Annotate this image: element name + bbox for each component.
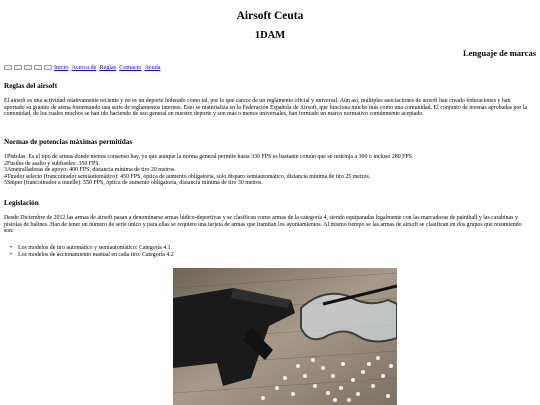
nav-button-5[interactable] — [44, 65, 52, 70]
pistol-goggles-image — [173, 268, 397, 405]
list-item: 5Sniper (francotirador a muelle): 550 FPS, óptica de aumento obligatoria, distancia mínima de tiro 30 metros. — [4, 180, 263, 187]
nav-button-1[interactable] — [4, 65, 12, 70]
list-item: 2Fusiles de asalto y subfusiles: 350 FPS. — [4, 160, 101, 167]
reglas-heading: Reglas del airsoft — [4, 82, 58, 90]
course-title: 1DAM — [254, 30, 286, 41]
list-item: • Los modelos de accionamiento manual en cada tiro: Categoría 4.2 — [4, 252, 532, 259]
list-item: 3Ametralladoras de apoyo: 400 FPS, distancia mínima de tiro 20 metros. — [4, 167, 176, 174]
subject-label: Lenguaje de marcas — [462, 48, 536, 58]
nav-button-3[interactable] — [24, 65, 32, 70]
list-item: 1Pistolas: Es el tipo de armas donde menos consenso hay, ya que aunque la norma general permite hasta 330 FPS es bastante común que se restrinja a 300 o incluso 280 FPS. — [4, 154, 414, 160]
list-item: 4Tirador selecto (francotirador semiautomático): 450 FPS, óptica de aumento obligatoria, solo disparo semiautomático, distancia mínima de tiro 25 metros. — [4, 173, 371, 180]
potencias-heading: Normas de potencias máximas permitidas — [4, 138, 133, 146]
categoria-list — [4, 245, 532, 258]
nav-button-2[interactable] — [14, 65, 22, 70]
nav-button-4[interactable] — [34, 65, 42, 70]
airsoft-photo — [173, 268, 397, 405]
legislacion-heading: Legislación — [4, 199, 39, 207]
nav-link-acerca[interactable]: Acerca de — [71, 64, 97, 71]
list-item: • Los modelos de tiro automático y semiautomático: Categoría 4.1 — [4, 245, 532, 252]
site-title: Airsoft Ceuta — [236, 10, 304, 22]
main-nav — [4, 64, 161, 71]
legislacion-text: Desde Diciembre de 2012 las armas de airsoft pasan a denominarse armas lúdico-deportivas y se clasifican como armas de la categoría 4, siendo equiparadas legalmente con las marcadoras de paintball y las carabinas y pistolas de balines. Han de tener un número de serie único y para ellas se requiere una tarjeta de armas que tramitan los ayuntamientos. Al mismo tiempo se las armas de airsoft se clasifican en dos grupos que resumiendo son: — [4, 215, 522, 235]
reglas-text: El airsoft es una actividad relativamente reciente y no es un deporte federado como tal, por lo que carece de un reglamento oficial y universal. Aún así, múltiples asociaciones de airsoft han creado federaciones y han aportado su granito de arena fomentando una serie de reglamentos internos. Esto se materializa en la Federación Española de Airsoft, que funciona mucho más como una comunidad. El conjunto de normas aprobadas por la comunidad, de los cuales muchos se han ido haciendo de uso general en nuestro deporte y son más o menos universales, han formado un marco normativo comúnmente aceptado. — [4, 98, 528, 118]
nav-link-reglas[interactable]: Reglas — [99, 64, 117, 71]
nav-link-ayuda[interactable]: Ayuda — [144, 64, 161, 71]
nav-link-contacto[interactable]: Contacto — [119, 64, 142, 71]
nav-link-inicio[interactable]: Inicio — [54, 64, 69, 71]
potencias-list — [4, 154, 532, 187]
